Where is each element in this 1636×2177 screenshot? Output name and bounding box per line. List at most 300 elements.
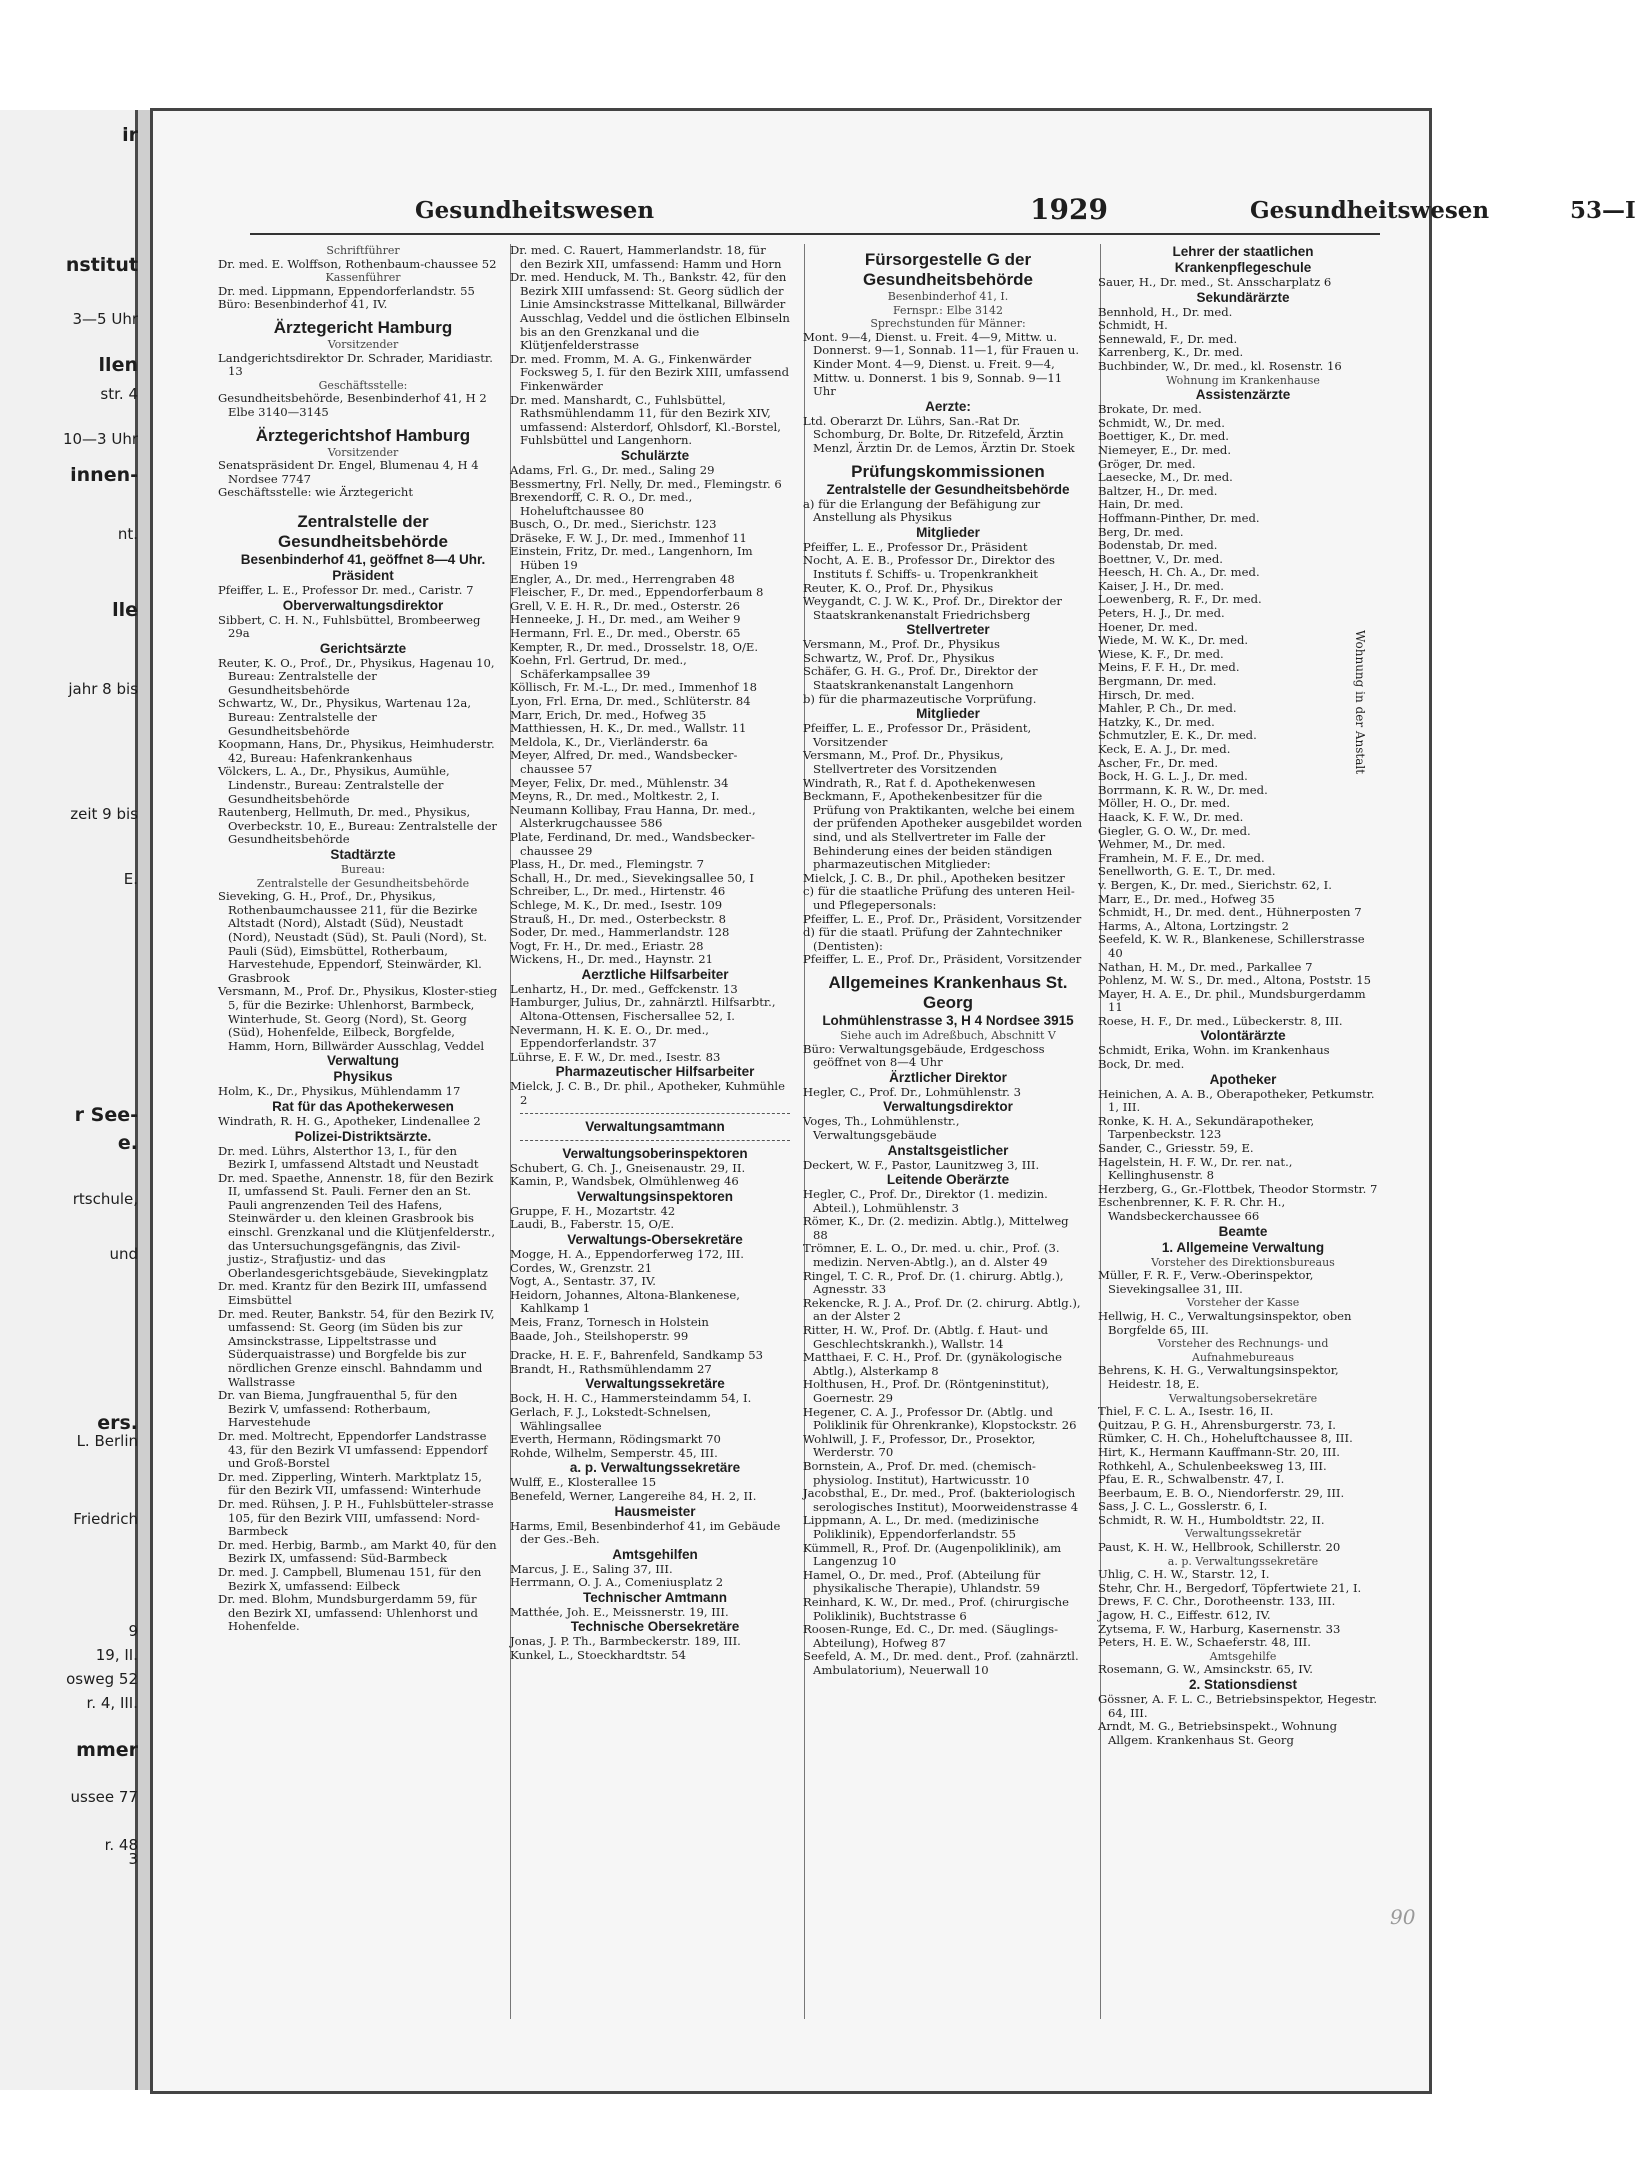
directory-entry: Matthée, Joh. E., Meissnerstr. 19, III. <box>510 1604 729 1619</box>
directory-entry: Kaiser, J. H., Dr. med. <box>1098 578 1224 593</box>
directory-entry: Koopmann, Hans, Dr., Physikus, Heimhuderstr. 42, Bureau: Hafenkrankenhaus <box>218 737 495 765</box>
sub-heading: Verwaltungssekretär <box>1184 1527 1302 1541</box>
previous-page-fragment: r. 4, III. <box>86 1694 138 1712</box>
previous-page-edge <box>0 110 138 2090</box>
directory-entry: Dr. med. Spaethe, Annenstr. 18, für den Bezirk II, umfassend St. Pauli. Ferner den an St. Pauli angrenzenden Teil des Hafens, Steinwärder u. den kleinen Grasbrook bis einschl. Grenzkanal und die Klütjenfelderstr., das Untersuchungsgefängnis, das Zivil-justiz-, Strafjustiz- und das Oberlandesgerichtsgebäude, Sievekingplatz <box>218 1170 496 1280</box>
directory-entry: Schmidt, H. <box>1098 318 1168 333</box>
directory-entry: Uhlig, C. H. W., Starstr. 12, I. <box>1098 1567 1270 1582</box>
directory-entry: Ringel, T. C. R., Prof. Dr. (1. chirurg. Abtlg.), Agnesstr. 33 <box>803 1268 1064 1297</box>
directory-entry: Lippmann, A. L., Dr. med. (medizinische Poliklinik), Eppendorferlandstr. 55 <box>803 1513 1039 1541</box>
section-heading: Volontärärzte <box>1200 1028 1286 1044</box>
directory-entry: Deckert, W. F., Pastor, Launitzweg 3, III. <box>803 1157 1040 1172</box>
directory-entry: Schubert, G. Ch. J., Gneisenaustr. 29, II. <box>510 1160 746 1175</box>
directory-entry: Sass, J. C. L., Gosslerstr. 6, I. <box>1098 1499 1268 1514</box>
section-heading: Verwaltungs-Obersekretäre <box>567 1232 743 1247</box>
directory-entry: v. Bergen, K., Dr. med., Sierichstr. 62, I. <box>1098 877 1332 892</box>
directory-entry: Holthusen, H., Prof. Dr. (Röntgeninstitut), Goernestr. 29 <box>803 1377 1050 1405</box>
side-note-vertical: Wohnung in der Anstalt <box>1353 630 1367 775</box>
section-heading: Zentralstelle der Gesundheitsbehörde <box>826 481 1070 497</box>
directory-entry: Hegler, C., Prof. Dr., Direktor (1. medizin. Abteil.), Lohmühlenstr. 3 <box>803 1187 1048 1215</box>
directory-entry: Schäfer, G. H. G., Prof. Dr., Direktor der Staatskrankenanstalt Langenhorn <box>803 664 1038 693</box>
previous-page-fragment: r See- <box>74 1104 138 1126</box>
directory-entry: Hoener, Dr. med. <box>1098 619 1198 634</box>
directory-entry: Matthaei, F. C. H., Prof. Dr. (gynäkologische Abtlg.), Alsterkamp 8 <box>803 1350 1062 1378</box>
directory-entry: Plass, H., Dr. med., Flemingstr. 7 <box>510 857 704 872</box>
directory-entry: Trömner, E. L. O., Dr. med. u. chir., Prof. (3. medizin. Nerven-Abtlg.), an d. Alster 49 <box>803 1241 1060 1270</box>
directory-entry: Mielck, J. C. B., Dr. phil., Apotheken besitzer <box>803 870 1065 885</box>
directory-entry: Jagow, H. C., Eiffestr. 612, IV. <box>1098 1608 1271 1623</box>
directory-entry: Geschäftsstelle: wie Ärztegericht <box>218 485 414 500</box>
separator <box>228 500 498 506</box>
directory-entry: Marr, Erich, Dr. med., Hofweg 35 <box>510 707 707 722</box>
directory-entry: Keck, E. A. J., Dr. med. <box>1098 742 1231 756</box>
directory-entry: Ltd. Oberarzt Dr. Lührs, San.-Rat Dr. Schomburg, Dr. Bolte, Dr. Ritzefeld, Ärztin Menzl, Ärztin Dr. de Lemos, Ärztin Dr. Stoek <box>803 413 1075 455</box>
directory-entry: Mahler, P. Ch., Dr. med. <box>1098 701 1237 716</box>
directory-entry: Sibbert, C. H. N., Fuhlsbüttel, Brombeerweg 29a <box>218 612 481 641</box>
directory-entry: Windrath, R. H. G., Apotheker, Lindenallee 2 <box>218 1113 481 1128</box>
directory-entry: Dr. med. Manshardt, C., Fuhlsbüttel, Rathsmühlendamm 11, für den Bezirk XIV, umfassend: Alsterdorf, Ohlsdorf, Kl.-Borstel, Fuhlsbüttel und Langenhorn. <box>510 392 781 448</box>
section-heading: Technischer Amtmann <box>582 1589 728 1605</box>
column-4 <box>1098 244 1378 2024</box>
section-heading: 2. Stationsdienst <box>1188 1677 1298 1692</box>
directory-entry: Lyon, Frl. Erna, Dr. med., Schlüterstr. 84 <box>510 694 751 708</box>
section-heading: Amtsgehilfen <box>612 1546 698 1562</box>
directory-entry: Hoffmann-Pinther, Dr. med. <box>1098 510 1260 525</box>
directory-entry: Bock, H. H. C., Hammersteindamm 54, I. <box>510 1391 752 1406</box>
directory-entry: Pfeiffer, L. E., Professor Dr., Präsident, Vorsitzender <box>803 721 1032 749</box>
directory-entry: Sennewald, F., Dr. med. <box>1098 331 1238 346</box>
directory-entry: Peters, H. J., Dr. med. <box>1098 606 1225 621</box>
sub-heading: Amtsgehilfe <box>1209 1649 1277 1663</box>
directory-entry: Nevermann, H. K. E. O., Dr. med., Eppendorferlandstr. 37 <box>510 1022 709 1051</box>
previous-page-fragment: mmer <box>76 1739 138 1761</box>
sub-heading: Fernspr.: Elbe 3142 <box>893 303 1003 317</box>
directory-entry: Marr, E., Dr. med., Hofweg 35 <box>1098 891 1275 906</box>
directory-entry: Paust, K. H. W., Hellbrook, Schillerstr. 20 <box>1098 1540 1341 1555</box>
directory-entry: Haack, K. F. W., Dr. med. <box>1098 809 1244 824</box>
section-heading: Mitglieder <box>916 706 980 722</box>
directory-entry: Bennhold, H., Dr. med. <box>1098 304 1233 319</box>
directory-entry: Dr. med. Fromm, M. A. G., Finkenwärder Focksweg 5, I. für den Bezirk XIII, umfassend Finkenwärder <box>510 351 789 393</box>
directory-entry: Gröger, Dr. med. <box>1098 456 1196 471</box>
directory-entry: Bock, H. G. L. J., Dr. med. <box>1098 769 1248 784</box>
directory-entry: Kamin, P., Wandsbek, Olmühlenweg 46 <box>510 1174 739 1189</box>
directory-entry: Mogge, H. A., Eppendorferweg 172, III. <box>510 1247 744 1261</box>
directory-entry: Strauß, H., Dr. med., Osterbeckstr. 8 <box>510 911 727 926</box>
directory-entry: Laudi, B., Faberstr. 15, O/E. <box>510 1217 675 1232</box>
directory-entry: Beckmann, F., Apothekenbesitzer für die Prüfung von Praktikanten, welche bei einem der prüfenden Apotheker ausgebildet worden sind, und als Stellvertreter im Falle der Behinderung eines der beiden ständigen pharmazeutischen Mitglieder: <box>803 789 1083 872</box>
directory-entry: Nathan, H. M., Dr. med., Parkallee 7 <box>1098 959 1313 974</box>
directory-entry: Schmidt, Erika, Wohn. im Krankenhaus <box>1098 1043 1330 1058</box>
directory-entry: Schwartz, W., Prof. Dr., Physikus <box>803 650 995 665</box>
sub-heading: Vorsteher der Kasse <box>1186 1296 1300 1310</box>
directory-entry: Dr. med. Blohm, Mundsburgerdamm 59, für den Bezirk XI, umfassend: Uhlenhorst und Hohenfelde. <box>218 1592 478 1634</box>
section-heading: Verwaltungsdirektor <box>883 1099 1013 1115</box>
sub-heading: Vorsitzender <box>327 445 399 459</box>
directory-entry: Hamburger, Julius, Dr., zahnärztl. Hilfsarbtr., Altona-Ottensen, Fischersallee 52, I. <box>510 995 776 1024</box>
sub-heading: Bureau: <box>340 863 386 876</box>
page-number: 53—I <box>1570 197 1636 224</box>
directory-entry: Behrens, K. H. G., Verwaltungsinspektor, Heidestr. 18, E. <box>1098 1363 1339 1391</box>
previous-page-fragment: 3 <box>128 1850 138 1868</box>
directory-entry: Loewenberg, R. F., Dr. med. <box>1098 592 1262 607</box>
directory-entry: Hamel, O., Dr. med., Prof. (Abteilung für physikalische Therapie), Uhlandstr. 59 <box>803 1567 1041 1596</box>
previous-page-fragment: L. Berlin <box>76 1432 138 1450</box>
directory-entry: Meyer, Alfred, Dr. med., Wandsbecker-chaussee 57 <box>510 748 738 776</box>
section-heading: Polizei-Distriktsärzte. <box>294 1128 432 1144</box>
previous-page-fragment: llen <box>98 354 138 376</box>
section-heading: Assistenzärzte <box>1195 387 1291 403</box>
directory-entry: Hegener, C. A. J., Professor Dr. (Abtlg. und Poliklinik für Ohrenkranke), Klopstockstr. 26 <box>803 1404 1077 1433</box>
directory-entry: Thiel, F. C. L. A., Isestr. 16, II. <box>1098 1404 1274 1419</box>
directory-entry: Framhein, M. F. E., Dr. med. <box>1098 850 1265 865</box>
section-heading: Hausmeister <box>614 1503 696 1519</box>
directory-entry: Rohde, Wilhelm, Semperstr. 45, III. <box>510 1445 718 1460</box>
directory-entry: Gruppe, F. H., Mozartstr. 42 <box>510 1203 676 1218</box>
directory-entry: Hain, Dr. med. <box>1098 497 1184 512</box>
section-heading: Zentralstelle der Gesundheitsbehörde <box>277 511 449 551</box>
directory-entry: Wiede, M. W. K., Dr. med. <box>1098 633 1249 648</box>
directory-entry: Brexendorff, C. R. O., Dr. med., Hoheluftchaussee 80 <box>510 490 693 518</box>
sub-heading: Vorsitzender <box>327 337 399 351</box>
sub-heading: Zentralstelle der Gesundheitsbehörde <box>256 876 470 890</box>
directory-entry: Schreiber, L., Dr. med., Hirtenstr. 46 <box>510 884 726 899</box>
directory-entry: Kümmell, R., Prof. Dr. (Augenpoliklinik), am Langenzug 10 <box>803 1540 1062 1569</box>
directory-entry: Berg, Dr. med. <box>1098 524 1184 539</box>
directory-entry: Hagelstein, H. F. W., Dr. rer. nat., Kellinghusenstr. 8 <box>1098 1154 1293 1183</box>
directory-entry: Drews, F. C. Chr., Dorotheenstr. 133, III. <box>1098 1594 1336 1609</box>
column-3 <box>803 244 1083 2019</box>
directory-entry: Versmann, M., Prof. Dr., Physikus <box>803 637 1000 652</box>
previous-page-fragment: jahr 8 bis <box>68 680 138 698</box>
directory-entry: Dracke, H. E. F., Bahrenfeld, Sandkamp 53 <box>510 1348 764 1363</box>
column-1 <box>218 244 498 2019</box>
sub-heading: Siehe auch im Adreßbuch, Abschnitt V <box>840 1028 1056 1042</box>
directory-entry: Mayer, H. A. E., Dr. phil., Mundsburgerdamm 11 <box>1098 986 1366 1015</box>
directory-entry: Henneeke, J. H., Dr. med., am Weiher 9 <box>510 612 741 627</box>
section-heading: Anstaltsgeistlicher <box>887 1142 1009 1158</box>
directory-entry: Meyns, R., Dr. med., Moltkestr. 2, I. <box>510 789 720 804</box>
directory-entry: Reuter, K. O., Prof. Dr., Physikus <box>803 580 994 595</box>
directory-entry: Grell, V. E. H. R., Dr. med., Osterstr. 26 <box>510 598 741 613</box>
directory-entry: Peters, H. E. W., Schaeferstr. 48, III. <box>1098 1635 1311 1650</box>
directory-entry: Roese, H. F., Dr. med., Lübeckerstr. 8, III. <box>1098 1013 1343 1028</box>
directory-entry: Giegler, G. O. W., Dr. med. <box>1098 823 1251 838</box>
directory-entry: Wickens, H., Dr. med., Haynstr. 21 <box>510 952 714 967</box>
section-heading: 1. Allgemeine Verwaltung <box>1161 1239 1325 1255</box>
directory-entry: Dr. med. Moltrecht, Eppendorfer Landstrasse 43, für den Bezirk VI umfassend: Eppendorf und Groß-Borstel <box>218 1428 488 1471</box>
section-heading: Schulärzte <box>620 447 690 463</box>
directory-entry: Dr. med. Lührs, Alsterthor 13, I., für den Bezirk I, umfassend Altstadt und Neustadt <box>218 1143 479 1172</box>
previous-page-fragment: rtschule, <box>72 1190 138 1208</box>
directory-entry: Gössner, A. F. L. C., Betriebsinspektor, Hegestr. 64, III. <box>1098 1692 1378 1720</box>
section-heading: a. p. Verwaltungssekretäre <box>569 1460 741 1476</box>
directory-entry: Quitzau, P. G. H., Ahrensburgerstr. 73, I. <box>1098 1417 1336 1432</box>
directory-entry: Wiese, K. F., Dr. med. <box>1098 646 1224 661</box>
directory-entry: Dr. med. Herbig, Barmb., am Markt 40, für den Bezirk IX, umfassend: Süd-Barmbeck <box>218 1537 497 1566</box>
header-section-right: Gesundheitswesen <box>1250 197 1490 224</box>
directory-entry: Dr. med. Henduck, M. Th., Bankstr. 42, für den Bezirk XIII umfassend: St. Georg südlich der Linie Amsinckstrasse Mittelkanal, Billwärder Ausschlag, Veddel und die östlichen Elbinseln bis an den Grenzkanal und die Klütjenfelderstrasse <box>510 270 790 353</box>
directory-entry: Mielck, J. C. B., Dr. phil., Apotheker, Kuhmühle 2 <box>510 1079 785 1108</box>
directory-entry: Dr. med. Reuter, Bankstr. 54, für den Bezirk IV, umfassend: St. Georg (im Süden bis zur Amsinckstrasse, Lippeltstrasse und Süderquaistrasse) und Borgfelde bis zur nördlichen Grenze einschl. Bahndamm und Wallstrasse <box>218 1306 495 1389</box>
directory-entry: Jonas, J. P. Th., Barmbeckerstr. 189, III. <box>510 1634 741 1649</box>
directory-entry: Roosen-Runge, Ed. C., Dr. med. (Säuglings-Abteilung), Hofweg 87 <box>803 1622 1058 1650</box>
directory-entry: Dr. med. Zipperling, Winterh. Marktplatz 15, für den Bezirk VII, umfassend: Winterhude <box>218 1469 482 1498</box>
directory-entry: Büro: Besenbinderhof 41, IV. <box>218 297 388 312</box>
directory-entry: Köllisch, Fr. M.-L., Dr. med., Immenhof 18 <box>510 680 757 695</box>
directory-entry: Sieveking, G. H., Prof., Dr., Physikus, Rothenbaumchaussee 211, für die Bezirke Altstadt (Nord), Alstadt (Süd), Neustadt (Nord), Neustadt (Süd), St. Pauli (Nord), St. Pauli (Süd), Eimsbüttel, Rotherbaum, Harvestehude, Eppendorf, Steinwärder, Kl. Grasbrook <box>218 889 488 985</box>
directory-entry: Brandt, H., Rathsmühlendamm 27 <box>510 1361 712 1376</box>
directory-entry: Dr. med. C. Rauert, Hammerlandstr. 18, für den Bezirk XII, umfassend: Hamm und Horn <box>510 243 782 271</box>
directory-entry: Dr. med. E. Wolffson, Rothenbaum-chaussee 52 <box>218 256 497 271</box>
directory-entry: Eschenbrenner, K. F. R. Chr. H., Wandsbeckerchaussee 66 <box>1098 1195 1286 1223</box>
directory-entry: d) für die staatl. Prüfung der Zahntechniker (Dentisten): <box>803 925 1063 953</box>
header-year: 1929 <box>1030 193 1108 226</box>
directory-entry: Möller, H. O., Dr. med. <box>1098 796 1231 811</box>
section-heading: Beamte <box>1218 1223 1268 1239</box>
directory-entry: Matthiessen, H. K., Dr. med., Wallstr. 11 <box>510 721 747 736</box>
directory-entry: Everth, Hermann, Rödingsmarkt 70 <box>510 1432 721 1447</box>
directory-entry: Seefeld, A. M., Dr. med. dent., Prof. (zahnärztl. Ambulatorium), Neuerwall 10 <box>803 1649 1079 1677</box>
directory-entry: Schall, H., Dr. med., Sievekingsallee 50, I <box>510 870 754 885</box>
directory-entry: Rekencke, R. J. A., Prof. Dr. (2. chirurg. Abtlg.), an der Alster 2 <box>803 1295 1081 1324</box>
previous-page-fragment: ussee 77 <box>70 1788 138 1806</box>
directory-entry: Mont. 9—4, Dienst. u. Freit. 4—9, Mittw. u. Donnerst. 9—1, Sonnab. 11—1, für Frauen u. Kinder Mont. 4—9, Dienst. u. Freit. 9—4, Mittw. u. Donnerst. 1 bis 9, Sonnab. 9—11 Uhr <box>803 329 1080 399</box>
directory-entry: Boettner, V., Dr. med. <box>1098 551 1223 566</box>
directory-entry: Ascher, Fr., Dr. med. <box>1098 755 1219 770</box>
column-2 <box>510 243 790 2019</box>
directory-entry: Wulff, E., Klosterallee 15 <box>510 1475 657 1490</box>
previous-page-fragment: e. <box>117 1132 138 1154</box>
directory-entry: Lührse, E. F. W., Dr. med., Isestr. 83 <box>510 1049 721 1064</box>
directory-entry: Engler, A., Dr. med., Herrengraben 48 <box>510 571 735 586</box>
directory-entry: c) für die staatliche Prüfung des unteren Heil- und Pflegepersonals: <box>803 884 1075 912</box>
directory-entry: Harms, Emil, Besenbinderhof 41, im Gebäude der Ges.-Beh. <box>510 1518 781 1547</box>
directory-entry: Fleischer, F., Dr. med., Eppendorferbaum 8 <box>510 585 764 600</box>
section-heading: Apotheker <box>1209 1071 1277 1087</box>
directory-entry: Boettiger, K., Dr. med. <box>1098 429 1229 444</box>
directory-entry: Buchbinder, W., Dr. med., kl. Rosenstr. 16 <box>1098 358 1342 373</box>
directory-entry: Busch, O., Dr. med., Sierichstr. 123 <box>510 517 717 532</box>
sub-heading: Wohnung im Krankenhause <box>1166 373 1320 387</box>
directory-entry: Senatspräsident Dr. Engel, Blumenau 4, H 4 Nordsee 7747 <box>218 458 479 486</box>
directory-entry: Harms, A., Altona, Lortzingstr. 2 <box>1098 918 1289 933</box>
directory-entry: Voges, Th., Lohmühlenstr., Verwaltungsgebäude <box>803 1114 960 1142</box>
previous-page-fragment: ir <box>122 124 138 146</box>
directory-entry: Pohlenz, M. W. S., Dr. med., Altona, Poststr. 15 <box>1098 973 1372 988</box>
directory-entry: Rümker, C. H. Ch., Hoheluftchaussee 8, III. <box>1098 1431 1353 1446</box>
directory-entry: Einstein, Fritz, Dr. med., Langenhorn, Im Hüben 19 <box>510 544 753 573</box>
directory-entry: Pfau, E. R., Schwalbenstr. 47, I. <box>1098 1472 1285 1487</box>
directory-entry: Pfeiffer, L. E., Prof. Dr., Präsident, Vorsitzender <box>803 952 1082 967</box>
directory-entry: Meis, Franz, Tornesch in Holstein <box>510 1314 709 1329</box>
directory-entry: Büro: Verwaltungsgebäude, Erdgeschoss geöffnet von 8—4 Uhr <box>803 1041 1045 1070</box>
directory-entry: Gerlach, F. J., Lokstedt-Schnelsen, Wählingsallee <box>510 1404 712 1433</box>
section-heading: Stadtärzte <box>330 847 396 862</box>
directory-entry: Bessmertny, Frl. Nelly, Dr. med., Flemingstr. 6 <box>510 476 782 491</box>
directory-entry: Vogt, Fr. H., Dr. med., Eriastr. 28 <box>510 938 704 953</box>
directory-entry: Seefeld, K. W. R., Blankenese, Schillerstrasse 40 <box>1098 932 1365 960</box>
previous-page-fragment: ers. <box>97 1412 138 1434</box>
directory-entry: Weygandt, C. J. W. K., Prof. Dr., Direktor der Staatskrankenanstalt Friedrichsberg <box>803 594 1062 622</box>
directory-entry: Nocht, A. E. B., Professor Dr., Direktor des Instituts f. Schiffs- u. Tropenkrankheit <box>803 553 1055 581</box>
section-heading: Aerzte: <box>925 398 971 414</box>
directory-entry: Dr. med. J. Campbell, Blumenau 151, für den Bezirk X, umfassend: Eilbeck <box>218 1564 482 1593</box>
directory-entry: Dr. med. Rühsen, J. P. H., Fuhlsbütteler-strasse 105, für den Bezirk VIII, umfassend: Nord-Barmbeck <box>218 1496 494 1539</box>
sub-heading: Besenbinderhof 41, I. <box>887 290 1009 303</box>
directory-entry: Rosemann, G. W., Amsinckstr. 65, IV. <box>1098 1662 1313 1677</box>
previous-page-fragment: und <box>109 1245 138 1263</box>
directory-entry: Schwartz, W., Dr., Physikus, Wartenau 12a, Bureau: Zentralstelle der Gesundheitsbehörde <box>218 696 472 738</box>
directory-entry: Borrmann, K. R. W., Dr. med. <box>1098 782 1268 797</box>
directory-entry: Landgerichtsdirektor Dr. Schrader, Maridiastr. 13 <box>218 350 493 379</box>
sub-heading: a. p. Verwaltungssekretäre <box>1167 1554 1319 1568</box>
directory-entry: Hirt, K., Hermann Kauffmann-Str. 20, III. <box>1098 1444 1340 1459</box>
directory-entry: Ronke, K. H. A., Sekundärapotheker, Tarpenbeckstr. 123 <box>1098 1113 1315 1142</box>
sub-heading: Verwaltungsobersekretäre <box>1168 1391 1318 1405</box>
directory-entry: Adams, Frl. G., Dr. med., Saling 29 <box>510 462 715 477</box>
directory-entry: Windrath, R., Rat f. d. Apothekenwesen <box>803 775 1036 790</box>
directory-entry: Hegler, C., Prof. Dr., Lohmühlenstr. 3 <box>803 1084 1022 1099</box>
separator <box>520 1140 790 1141</box>
directory-entry: Sauer, H., Dr. med., St. Ansscharplatz 6 <box>1098 275 1332 289</box>
directory-entry: Wohlwill, J. F., Professor, Dr., Prosektor, Werderstr. 70 <box>803 1431 1036 1460</box>
previous-page-fragment: osweg 52 <box>66 1670 138 1688</box>
directory-entry: Kunkel, L., Stoeckhardtstr. 54 <box>510 1648 687 1663</box>
section-heading: Verwaltungsamtmann <box>585 1118 725 1134</box>
directory-entry: Völckers, L. A., Dr., Physikus, Aumühle, Lindenstr., Bureau: Zentralstelle der Gesundheitsbehörde <box>218 764 450 806</box>
directory-entry: Soder, Dr. med., Hammerlandstr. 128 <box>510 925 730 940</box>
directory-entry: Pfeiffer, L. E., Prof. Dr., Präsident, Vorsitzender <box>803 911 1082 926</box>
directory-entry: Neumann Kollibay, Frau Hanna, Dr. med., Alsterkrugchaussee 586 <box>510 802 756 831</box>
directory-entry: Reuter, K. O., Prof., Dr., Physikus, Hagenau 10, Bureau: Zentralstelle der Gesundheitsbehörde <box>218 655 495 697</box>
directory-entry: Jacobsthal, E., Dr. med., Prof. (bakteriologisch serologisches Institut), Moorweidenstrasse 4 <box>803 1486 1079 1514</box>
separator <box>520 1113 790 1114</box>
previous-page-fragment: r. 48 <box>104 1836 138 1854</box>
directory-entry: Meldola, K., Dr., Vierländerstr. 6a <box>510 734 708 749</box>
directory-entry: Heinichen, A. A. B., Oberapotheker, Petkumstr. 1, III. <box>1098 1086 1375 1115</box>
section-heading: Fürsorgestelle G der Gesundheitsbehörde <box>862 250 1034 289</box>
directory-entry: Bergmann, Dr. med. <box>1098 674 1217 689</box>
directory-entry: Marcus, J. E., Saling 37, III. <box>510 1561 673 1576</box>
sub-heading: Geschäftsstelle: <box>318 378 408 392</box>
directory-entry: Müller, F. R. F., Verw.-Oberinspektor, Sievekingsallee 31, III. <box>1098 1268 1314 1296</box>
directory-entry: Pfeiffer, L. E., Professor Dr. med., Caristr. 7 <box>218 582 474 597</box>
directory-entry: Sander, C., Griesstr. 59, E. <box>1098 1141 1254 1156</box>
section-heading: Präsident <box>332 567 394 583</box>
directory-entry: Gesundheitsbehörde, Besenbinderhof 41, H 2 Elbe 3140—3145 <box>218 391 487 419</box>
previous-page-fragment: nstitut <box>65 254 138 276</box>
directory-entry: Baltzer, H., Dr. med. <box>1098 483 1218 498</box>
section-heading: Lohmühlenstrasse 3, H 4 Nordsee 3915 <box>822 1012 1074 1028</box>
directory-entry: Niemeyer, E., Dr. med. <box>1098 442 1232 457</box>
directory-entry: Vogt, A., Sentastr. 37, IV. <box>510 1274 656 1289</box>
sub-heading: Schriftführer <box>326 244 400 257</box>
directory-entry: Herzberg, G., Gr.-Flottbek, Theodor Stormstr. 7 <box>1098 1181 1378 1196</box>
pencil-mark: 90 <box>1390 1905 1416 1929</box>
directory-entry: Schmutzler, E. K., Dr. med. <box>1098 728 1257 743</box>
directory-entry: Bornstein, A., Prof. Dr. med. (chemisch-physiolog. Institut), Hartwicusstr. 10 <box>803 1458 1036 1487</box>
directory-entry: Wehmer, M., Dr. med. <box>1098 837 1226 852</box>
directory-entry: Laesecke, M., Dr. med. <box>1098 470 1233 485</box>
previous-page-fragment: zeit 9 bis <box>70 805 138 823</box>
directory-entry: Versmann, M., Prof. Dr., Physikus, Stellvertreter des Vorsitzenden <box>803 748 1004 777</box>
directory-entry: Heidorn, Johannes, Altona-Blankenese, Kahlkamp 1 <box>510 1287 740 1316</box>
previous-page-fragment: innen- <box>70 464 138 486</box>
directory-entry: Herrmann, O. J. A., Comeniusplatz 2 <box>510 1575 724 1590</box>
directory-entry: Karrenberg, K., Dr. med. <box>1098 345 1244 360</box>
page-gutter <box>138 110 150 2090</box>
section-heading: Ärztegericht Hamburg <box>273 317 453 337</box>
directory-entry: Versmann, M., Prof. Dr., Physikus, Kloster-stieg 5, für die Bezirke: Uhlenhorst, Barmbeck, Winterhude, St. Georg (Nord), St. Georg (Süd), Hohenfelde, Eilbeck, Borgfelde, Hamm, Horn, Billwärder Ausschlag, Veddel <box>218 984 498 1053</box>
directory-entry: Kempter, R., Dr. med., Drosselstr. 18, O/E. <box>510 639 759 654</box>
section-heading: Ärztlicher Direktor <box>889 1069 1007 1085</box>
directory-entry: Schmidt, H., Dr. med. dent., Hühnerposten 7 <box>1098 905 1362 920</box>
section-heading: Pharmazeutischer Hilfsarbeiter <box>555 1064 755 1080</box>
section-heading: Sekundärärzte <box>1196 289 1290 305</box>
directory-entry: Rothkehl, A., Schulenbeeksweg 13, III. <box>1098 1458 1327 1473</box>
directory-entry: Senellworth, G. E. T., Dr. med. <box>1098 864 1276 879</box>
directory-entry: Arndt, M. G., Betriebsinspekt., Wohnung Allgem. Krankenhaus St. Georg <box>1098 1719 1338 1747</box>
previous-page-fragment: nt. <box>117 525 138 543</box>
section-heading: Rat für das Apothekerwesen <box>272 1098 454 1114</box>
directory-entry: Hermann, Frl. E., Dr. med., Oberstr. 65 <box>510 626 741 641</box>
directory-entry: Brokate, Dr. med. <box>1098 402 1202 417</box>
section-heading: Physikus <box>333 1069 393 1085</box>
section-heading: Gerichtsärzte <box>319 640 407 656</box>
directory-entry: Holm, K., Dr., Physikus, Mühlendamm 17 <box>218 1084 461 1099</box>
column-rule <box>510 244 511 2019</box>
sub-heading: Vorsteher des Direktionsbureaus <box>1151 1255 1335 1269</box>
directory-entry: Dr. med. Krantz für den Bezirk III, umfassend Eimsbüttel <box>218 1279 487 1308</box>
previous-page-fragment: 9 <box>128 1622 138 1640</box>
section-heading: Besenbinderhof 41, geöffnet 8—4 Uhr. <box>240 551 486 567</box>
directory-entry: Lenhartz, H., Dr. med., Geffckenstr. 13 <box>510 981 738 996</box>
directory-entry: Hellwig, H. C., Verwaltungsinspektor, oben Borgfelde 65, III. <box>1098 1308 1352 1337</box>
previous-page-fragment: 19, II. <box>95 1646 138 1664</box>
previous-page-fragment: Friedrich <box>73 1510 138 1528</box>
section-heading: Verwaltung <box>326 1053 399 1069</box>
directory-entry: Hatzky, K., Dr. med. <box>1098 714 1215 729</box>
directory-entry: Beerbaum, E. B. O., Niendorferstr. 29, III. <box>1098 1485 1345 1500</box>
directory-entry: Hirsch, Dr. med. <box>1098 687 1195 702</box>
directory-entry: Meins, F. F. H., Dr. med. <box>1098 660 1240 675</box>
directory-entry: Meyer, Felix, Dr. med., Mühlenstr. 34 <box>510 775 729 790</box>
section-heading: Mitglieder <box>916 524 980 540</box>
section-heading: Technische Obersekretäre <box>570 1619 740 1635</box>
directory-entry: Pfeiffer, L. E., Professor Dr., Präsident <box>803 539 1028 554</box>
directory-entry: Bock, Dr. med. <box>1098 1057 1185 1072</box>
sub-heading: Vorsteher des Rechnungs- und Aufnahmebureaus <box>1157 1337 1329 1364</box>
section-heading: Verwaltungsoberinspektoren <box>562 1145 748 1161</box>
sub-heading: Kassenführer <box>325 271 401 285</box>
directory-entry: Ritter, H. W., Prof. Dr. (Abtlg. f. Haut- und Geschlechtskrankh.), Wallstr. 14 <box>803 1323 1049 1351</box>
section-heading: Verwaltungsinspektoren <box>576 1188 734 1204</box>
directory-entry: Dräseke, F. W. J., Dr. med., Immenhof 11 <box>510 530 747 545</box>
directory-entry: Baade, Joh., Steilshoperstr. 99 <box>510 1328 689 1343</box>
section-heading: Oberverwaltungsdirektor <box>282 597 444 613</box>
directory-entry: Cordes, W., Grenzstr. 21 <box>510 1260 653 1275</box>
directory-entry: a) für die Erlangung der Befähigung zur Anstellung als Physikus <box>803 496 1041 525</box>
page-header <box>250 193 1636 235</box>
directory-entry: Bodenstab, Dr. med. <box>1098 538 1218 553</box>
header-section-left: Gesundheitswesen <box>415 197 655 224</box>
section-heading: Stellvertreter <box>906 622 990 638</box>
previous-page-fragment: E. <box>123 870 138 888</box>
directory-entry: Heesch, H. Ch. A., Dr. med. <box>1098 565 1260 580</box>
directory-entry: Plate, Ferdinand, Dr. med., Wandsbecker-chaussee 29 <box>510 829 755 858</box>
directory-entry: Römer, K., Dr. (2. medizin. Abtlg.), Mittelweg 88 <box>803 1214 1069 1242</box>
